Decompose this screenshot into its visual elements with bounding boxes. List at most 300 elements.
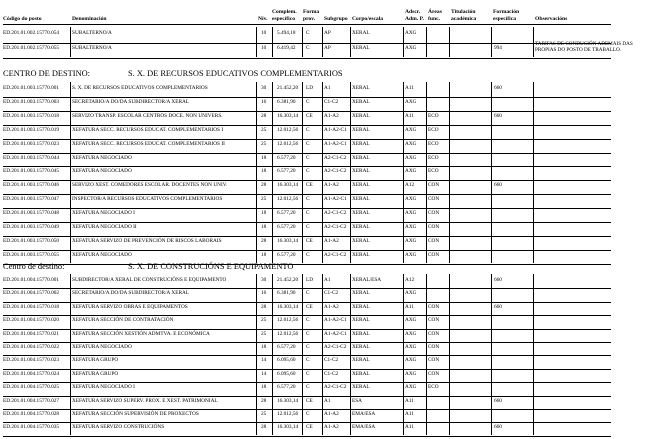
denomination-cell: SUBDIRECTOR/A XERAL DE CONSTRUCIÓNS E EQUIPAMENTO: [72, 277, 227, 283]
denomination-cell: XEFATURA NEGOCIADO I: [72, 384, 135, 391]
code-cell: ED.201.01.004.15770.022: [3, 344, 60, 350]
column-rule: [322, 82, 323, 263]
column-rule: [350, 82, 351, 263]
adscription-cell: AXG: [405, 98, 417, 105]
complement-cell: 21.452,20: [277, 277, 299, 283]
row-rule: [3, 250, 611, 251]
code-cell: ED.201.01.004.15770.002: [3, 290, 60, 297]
level-cell: 18: [261, 210, 267, 217]
denomination-cell: SERVIZO XEST. COMEDORES ESCOLAR. DOCENTES NON UNIV.: [72, 182, 228, 189]
subgroup-cell: A1-A2: [324, 411, 339, 417]
subgroup-cell: A1-A2: [324, 303, 339, 310]
corps-cell: XERAL: [352, 210, 370, 217]
corps-cell: XERAL: [352, 303, 370, 310]
column-rule: [533, 27, 534, 57]
level-cell: 25: [261, 330, 267, 337]
complement-cell: 16.303,14: [277, 424, 299, 431]
adscription-cell: AXG: [405, 317, 417, 324]
complement-cell: 6.577,20: [277, 224, 296, 230]
code-cell: ED.201.01.003.15770.018: [3, 112, 60, 119]
provision-cell: C: [306, 344, 310, 350]
code-cell: ED.201.01.003.15770.045: [3, 168, 60, 175]
area-cell: CON: [428, 210, 440, 217]
corps-cell: XERAL: [352, 344, 370, 350]
adscription-cell: AXG: [405, 210, 417, 217]
row-rule: [3, 111, 611, 112]
header-observacions: Observacións: [535, 16, 568, 22]
provision-cell: C: [306, 126, 310, 133]
area-cell: CON: [428, 344, 440, 350]
complement-cell: 12.012,56: [277, 330, 299, 337]
table-row: [0, 238, 615, 247]
provision-cell: C: [306, 357, 310, 364]
table-row: [0, 317, 615, 326]
area-cell: CON: [428, 224, 440, 230]
section-1-name: S. X. DE RECURSOS EDUCATIVOS COMPLEMENTARIOS: [128, 69, 343, 78]
table-row: [0, 113, 615, 122]
column-rule: [302, 82, 303, 263]
complement-cell: 12.012,56: [277, 317, 299, 324]
adscription-cell: AXG: [405, 196, 417, 203]
area-cell: CON: [428, 182, 440, 189]
row-rule: [3, 409, 611, 410]
row-rule: [3, 58, 611, 59]
table-row: [0, 168, 615, 177]
denomination-cell: SECRETARIO/A DO/DA SUBDIRECTOR/A XERAL: [72, 98, 190, 105]
column-rule: [449, 274, 450, 435]
denomination-cell: XEFATURA GRUPO: [72, 370, 119, 377]
table-row: [0, 304, 615, 313]
code-cell: ED.201.01.004.15770.025: [3, 384, 60, 391]
complement-cell: 16.303,14: [277, 182, 299, 189]
table-row: [0, 45, 615, 54]
subgroup-cell: A2-C1-C2: [324, 210, 347, 217]
denomination-cell: XEFATURA GRUPO: [72, 357, 119, 364]
area-cell: ECO: [428, 384, 439, 391]
column-rule: [491, 82, 492, 263]
corps-cell: XERAL: [352, 237, 370, 244]
area-cell: CON: [428, 317, 440, 324]
level-cell: 25: [261, 126, 267, 133]
corps-cell: XERAL: [352, 317, 370, 324]
level-cell: 14: [261, 370, 267, 377]
table-row: [0, 411, 615, 420]
row-rule: [3, 302, 611, 303]
table-row: [0, 210, 615, 219]
subgroup-cell: A2-C1-C2: [324, 344, 347, 350]
adscription-cell: A12: [405, 182, 415, 189]
row-rule: [3, 194, 611, 195]
code-cell: ED.201.01.003.15770.050: [3, 237, 60, 244]
subgroup-cell: A1: [324, 85, 331, 91]
complement-cell: 6.095,60: [277, 357, 296, 364]
table-row: [0, 127, 615, 136]
code-cell: ED.201.01.004.15770.035: [3, 424, 60, 431]
section-1-label: CENTRO DE DESTINO:: [3, 69, 91, 78]
level-cell: 10: [261, 30, 267, 36]
header-adscripcion: Adscr. Adm. P.: [405, 9, 424, 22]
provision-cell: CE: [306, 112, 313, 119]
training-cell: 660: [494, 303, 502, 310]
provision-cell: CE: [306, 237, 313, 244]
column-rule: [272, 274, 273, 435]
corps-cell: XERAL: [352, 45, 370, 51]
code-cell: ED.201.01.002.15770.055: [3, 45, 60, 51]
area-cell: CON: [428, 370, 440, 377]
subgroup-cell: A2-C1-C2: [324, 154, 347, 161]
column-rule: [533, 274, 534, 435]
table-row: [0, 224, 615, 233]
complement-cell: 6.577,20: [277, 384, 296, 391]
code-cell: ED.201.01.003.15770.047: [3, 196, 60, 203]
column-rule: [322, 274, 323, 435]
section-2-name: S. X. DE CONSTRUCIÓNS E EQUIPAMENTO: [128, 262, 294, 271]
code-cell: ED.201.01.004.15770.027: [3, 397, 60, 404]
subgroup-cell: A1-A2: [324, 182, 339, 189]
complement-cell: 16.303,14: [277, 303, 299, 310]
header-codigo: Código do posto: [3, 16, 42, 22]
table-row: [0, 30, 615, 39]
code-cell: ED.201.01.003.15770.048: [3, 210, 60, 217]
column-rule: [302, 274, 303, 435]
header-formacion: Formación específica: [493, 9, 520, 22]
header-complemento: Complem. específico: [272, 9, 297, 22]
adscription-cell: AXG: [405, 344, 417, 350]
training-cell: 660: [494, 85, 502, 91]
denomination-cell: XEFATURA SERVIZO CONSTRUCIÓNS: [72, 424, 165, 431]
subgroup-cell: A1-A2: [324, 112, 339, 119]
column-rule: [70, 82, 71, 263]
header-nivel: Nív.: [258, 16, 268, 22]
area-cell: CON: [428, 303, 440, 310]
column-rule: [403, 82, 404, 263]
level-cell: 28: [261, 182, 267, 189]
code-cell: ED.201.01.004.15770.024: [3, 370, 60, 377]
row-rule: [3, 153, 611, 154]
denomination-cell: XEFATURA NEGOCIADO: [72, 154, 132, 161]
adscription-cell: AXG: [405, 370, 417, 377]
provision-cell: C: [306, 384, 310, 391]
subgroup-cell: AP: [324, 30, 331, 36]
column-rule: [350, 27, 351, 57]
row-rule: [3, 329, 611, 330]
column-rule: [256, 274, 257, 435]
corps-cell: XERAL: [352, 330, 370, 337]
area-cell: CON: [428, 251, 440, 258]
adscription-cell: A11: [405, 303, 414, 310]
subgroup-cell: A1-A2-C1: [324, 196, 347, 203]
level-cell: 28: [261, 397, 267, 404]
denomination-cell: XEFATURA SECCIÓN XESTIÓN ADMTVA. E ECONÓMICA: [72, 330, 210, 337]
denomination-cell: XEFATURA SERVIZO OBRAS E EQUIPAMENTOS: [72, 303, 188, 310]
denomination-cell: XEFATURA NEGOCIADO: [72, 168, 132, 175]
row-rule: [3, 208, 611, 209]
column-rule: [426, 27, 427, 57]
level-cell: 16: [261, 290, 267, 297]
provision-cell: LD: [306, 85, 314, 91]
complement-cell: 6.577,20: [277, 251, 296, 258]
subgroup-cell: A2-C1-C2: [324, 224, 347, 230]
subgroup-cell: A2-C1-C2: [324, 384, 347, 391]
corps-cell: XERAL: [352, 30, 370, 36]
complement-cell: 5.494,18: [277, 30, 296, 36]
subgroup-cell: A1: [324, 397, 331, 404]
code-cell: ED.201.01.003.15770.055: [3, 251, 60, 258]
subgroup-cell: A1-A2-C1: [324, 330, 347, 337]
row-rule: [3, 166, 611, 167]
level-cell: 28: [261, 424, 267, 431]
row-rule: [3, 236, 611, 237]
level-cell: 30: [261, 277, 267, 283]
code-cell: ED.201.01.002.15770.054: [3, 30, 60, 36]
subgroup-cell: A1-A2: [324, 424, 339, 431]
row-rule: [3, 43, 611, 44]
denomination-cell: SERVIZO TRANSP. ESCOLAR CENTROS DOCE. NON UNIVERS.: [72, 112, 223, 119]
column-rule: [403, 274, 404, 435]
table-row: [0, 85, 615, 94]
adscription-cell: AXG: [405, 45, 417, 51]
column-rule: [256, 27, 257, 57]
level-cell: 18: [261, 384, 267, 391]
table-row: [0, 99, 615, 108]
adscription-cell: AXG: [405, 290, 417, 297]
complement-cell: 12.012,56: [277, 196, 299, 203]
provision-cell: C: [306, 251, 310, 258]
column-rule: [70, 274, 71, 435]
code-cell: ED.201.01.003.15770.019: [3, 126, 60, 133]
level-cell: 18: [261, 251, 267, 258]
subgroup-cell: A1-A2: [324, 237, 339, 244]
area-cell: ECO: [428, 112, 439, 119]
denomination-cell: XEFATURA NEGOCIADO II: [72, 224, 137, 230]
column-rule: [449, 27, 450, 57]
subgroup-cell: A1-A2-C1: [324, 126, 347, 133]
level-cell: 28: [261, 237, 267, 244]
table-row: [0, 155, 615, 164]
provision-cell: C: [306, 140, 310, 147]
area-cell: ECO: [428, 140, 439, 147]
corps-cell: XERAL/ESA: [352, 277, 382, 283]
corps-cell: XERAL: [352, 85, 370, 91]
corps-cell: XERAL: [352, 98, 370, 105]
training-cell: 660: [494, 182, 502, 189]
subgroup-cell: AP: [324, 45, 331, 51]
adscription-cell: AXG: [405, 251, 417, 258]
denomination-cell: INSPECTOR/A RECURSOS EDUCATIVOS COMPLEMENTARIOS: [72, 196, 223, 203]
corps-cell: XERAL: [352, 126, 370, 133]
provision-cell: C: [306, 290, 310, 297]
corps-cell: XERAL: [352, 384, 370, 391]
denomination-cell: XEFATURA SECC. RECURSOS EDUCAT. COMPLEMENTARIOS II: [72, 140, 225, 147]
level-cell: 14: [261, 357, 267, 364]
subgroup-cell: A2-C1-C2: [324, 168, 347, 175]
level-cell: 18: [261, 154, 267, 161]
corps-cell: EMA/ESA: [352, 424, 376, 431]
complement-cell: 16.303,14: [277, 237, 299, 244]
code-cell: ED.201.01.004.15770.018: [3, 303, 60, 310]
level-cell: 25: [261, 317, 267, 324]
adscription-cell: AXG: [405, 154, 417, 161]
table-row: [0, 384, 615, 393]
code-cell: ED.201.01.003.15770.003: [3, 98, 60, 105]
corps-cell: XERAL: [352, 154, 370, 161]
provision-cell: C: [306, 411, 310, 417]
denomination-cell: XEFATURA SECCIÓN DE CONTRATACIÓN: [72, 317, 174, 324]
area-cell: ECO: [428, 126, 439, 133]
column-rule: [256, 82, 257, 263]
adscription-cell: A11: [405, 411, 414, 417]
table-row: [0, 357, 615, 366]
denomination-cell: XEFATURA SECC. RECURSOS EDUCAT. COMPLEMENTARIOS I: [72, 126, 224, 133]
adscription-cell: A12: [405, 277, 415, 283]
adscription-cell: AXG: [405, 140, 417, 147]
complement-cell: 6.577,20: [277, 210, 296, 217]
header-corpo: Corpo/escala: [352, 16, 384, 22]
adscription-cell: A11: [405, 112, 414, 119]
complement-cell: 6.381,90: [277, 290, 296, 297]
provision-cell: C: [306, 210, 310, 217]
column-rule: [491, 27, 492, 57]
corps-cell: XERAL: [352, 182, 370, 189]
row-rule: [3, 139, 611, 140]
code-cell: ED.201.01.003.15770.046: [3, 182, 60, 189]
table-row: [0, 141, 615, 150]
table-row: [0, 344, 615, 353]
provision-cell: C: [306, 98, 310, 105]
table-row: [0, 196, 615, 205]
column-rule: [491, 274, 492, 435]
provision-cell: C: [306, 168, 310, 175]
code-cell: ED.201.01.004.15770.020: [3, 317, 60, 324]
row-rule: [3, 382, 611, 383]
code-cell: ED.201.01.003.15770.044: [3, 154, 60, 161]
adscription-cell: AXG: [405, 384, 417, 391]
table-row: [0, 371, 615, 380]
provision-cell: C: [306, 317, 310, 324]
complement-cell: 16.303,14: [277, 397, 299, 404]
level-cell: 16: [261, 98, 267, 105]
column-rule: [272, 27, 273, 57]
column-rule: [403, 27, 404, 57]
row-rule: [3, 355, 611, 356]
complement-cell: 6.577,20: [277, 344, 296, 350]
section-2-label: Centro de destino:: [3, 262, 65, 271]
denomination-cell: XEFATURA NEGOCIADO I: [72, 210, 135, 217]
table-row: [0, 252, 615, 261]
header-forma: Forma prov.: [303, 9, 320, 22]
level-cell: 18: [261, 224, 267, 230]
level-cell: 18: [261, 344, 267, 350]
corps-cell: XERAL: [352, 224, 370, 230]
row-rule: [3, 369, 611, 370]
row-rule: [3, 125, 611, 126]
denomination-cell: XEFATURA SERVIZO DE PREVENCIÓN DE RISCOS LABORAIS: [72, 237, 222, 244]
complement-cell: 6.577,20: [277, 168, 296, 175]
level-cell: 28: [261, 112, 267, 119]
level-cell: 25: [261, 196, 267, 203]
corps-cell: XERAL: [352, 168, 370, 175]
corps-cell: EMA/ESA: [352, 411, 376, 417]
column-rule: [70, 27, 71, 57]
area-cell: CON: [428, 357, 440, 364]
corps-cell: XERAL: [352, 196, 370, 203]
provision-cell: C: [306, 370, 310, 377]
corps-cell: XERAL: [352, 251, 370, 258]
code-cell: ED.201.01.004.15770.001: [3, 277, 60, 283]
code-cell: ED.201.01.004.15770.021: [3, 330, 60, 337]
denomination-cell: XEFATURA SERVIZO SUPERV. PROX. E XEST. PATRIMONIAL: [72, 397, 218, 404]
area-cell: CON: [428, 330, 440, 337]
column-rule: [322, 27, 323, 57]
subgroup-cell: A1-A2-C1: [324, 317, 347, 324]
code-cell: ED.201.01.004.15770.023: [3, 357, 60, 364]
adscription-cell: AXG: [405, 30, 417, 36]
adscription-cell: AXG: [405, 126, 417, 133]
corps-cell: XERAL: [352, 140, 370, 147]
complement-cell: 6.419,42: [277, 45, 296, 51]
provision-cell: C: [306, 330, 310, 337]
adscription-cell: AXG: [405, 357, 417, 364]
denomination-cell: SUBALTERNO/A: [72, 30, 112, 36]
corps-cell: ESA: [352, 397, 363, 404]
provision-cell: C: [306, 154, 310, 161]
code-cell: ED.201.01.003.15770.049: [3, 224, 60, 230]
column-rule: [533, 82, 534, 263]
complement-cell: 12.012,56: [277, 140, 299, 147]
table-row: [0, 182, 615, 191]
adscription-cell: A11: [405, 424, 414, 431]
header-areas: Áreas func.: [428, 9, 442, 22]
row-rule: [3, 342, 611, 343]
denomination-cell: S. X. DE RECURSOS EDUCATIVOS COMPLEMENTARIOS: [72, 85, 208, 91]
denomination-cell: XEFATURA NEGOCIADO: [72, 344, 132, 350]
table-row: [0, 398, 615, 407]
provision-cell: CE: [306, 182, 313, 189]
provision-cell: C: [306, 30, 310, 36]
complement-cell: 16.303,14: [277, 112, 299, 119]
header-subgrupos: Subgrupo: [324, 16, 348, 22]
column-rule: [302, 27, 303, 57]
training-cell: 660: [494, 112, 502, 119]
level-cell: 25: [261, 411, 267, 417]
adscription-cell: A11: [405, 85, 414, 91]
adscription-cell: AXG: [405, 224, 417, 230]
observation-note: TARIFAS DE CONDUCIÓN ADEMAIS DAS PROPIAS DO POSTO DE TRABALLO.: [535, 41, 633, 54]
subgroup-cell: C1-C2: [324, 357, 339, 364]
area-cell: CON: [428, 237, 440, 244]
adscription-cell: AXG: [405, 330, 417, 337]
code-cell: ED.201.01.003.15770.023: [3, 140, 60, 147]
training-cell: 660: [494, 397, 502, 404]
table-row: [0, 424, 615, 433]
level-cell: 30: [261, 85, 267, 91]
complement-cell: 6.381,90: [277, 98, 296, 105]
corps-cell: XERAL: [352, 370, 370, 377]
area-cell: CON: [428, 196, 440, 203]
subgroup-cell: A1: [324, 277, 331, 283]
provision-cell: CE: [306, 397, 313, 404]
header-denominacion: Denominación: [72, 16, 107, 22]
complement-cell: 6.577,20: [277, 154, 296, 161]
subgroup-cell: C1-C2: [324, 370, 339, 377]
code-cell: ED.201.01.004.15770.028: [3, 411, 60, 417]
complement-cell: 12.012,56: [277, 411, 299, 417]
corps-cell: XERAL: [352, 112, 370, 119]
row-rule: [3, 396, 611, 397]
column-rule: [350, 274, 351, 435]
provision-cell: C: [306, 196, 310, 203]
subgroup-cell: C1-C2: [324, 290, 339, 297]
